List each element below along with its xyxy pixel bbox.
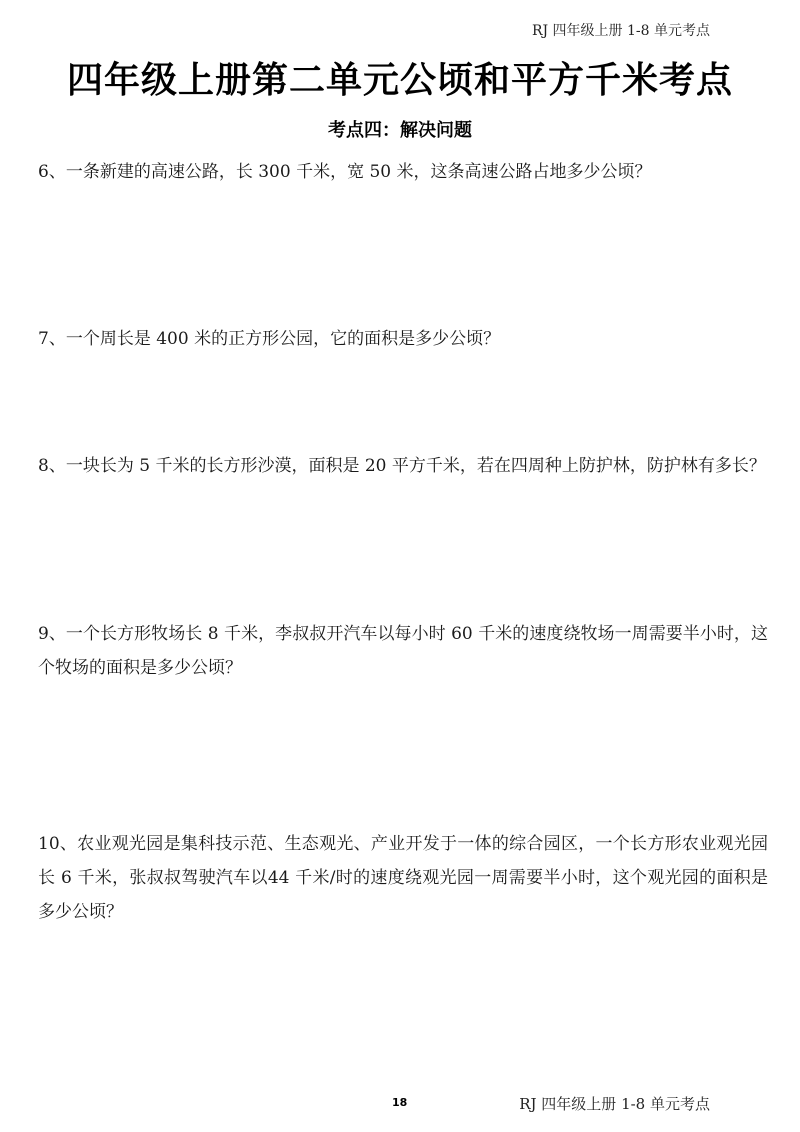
- question-8: 8、一块长为 5 千米的长方形沙漠，面积是 20 平方千米，若在四周种上防护林，防护林有多长？: [38, 456, 766, 476]
- page-title: 四年级上册第二单元公顷和平方千米考点: [66, 59, 733, 101]
- header-note: RJ 四年级上册 1-8 单元考点: [531, 23, 710, 39]
- question-7: 7、一个周长是 400 米的正方形公园，它的面积是多少公顷？: [38, 329, 501, 349]
- question-10: 10、农业观光园是集科技示范、生态观光、产业开发于一体的综合园区，一个长方形农业观光园长 6 千米，张叔叔驾驶汽车以44 千米/时的速度绕观光园一周需要半小时，这个观光园的面积是多少公顷？: [38, 834, 768, 922]
- section-title: 考点四：解决问题: [328, 120, 472, 141]
- question-9: 9、一个长方形牧场长 8 千米，李叔叔开汽车以每小时 60 千米的速度绕牧场一周需要半小时，这个牧场的面积是多少公顷？: [38, 624, 768, 678]
- footer-note: RJ 四年级上册 1-8 单元考点: [519, 1095, 710, 1113]
- question-6: 6、一条新建的高速公路，长 300 千米，宽 50 米，这条高速公路占地多少公顷？: [38, 162, 652, 182]
- page-number: 18: [392, 1096, 408, 1109]
